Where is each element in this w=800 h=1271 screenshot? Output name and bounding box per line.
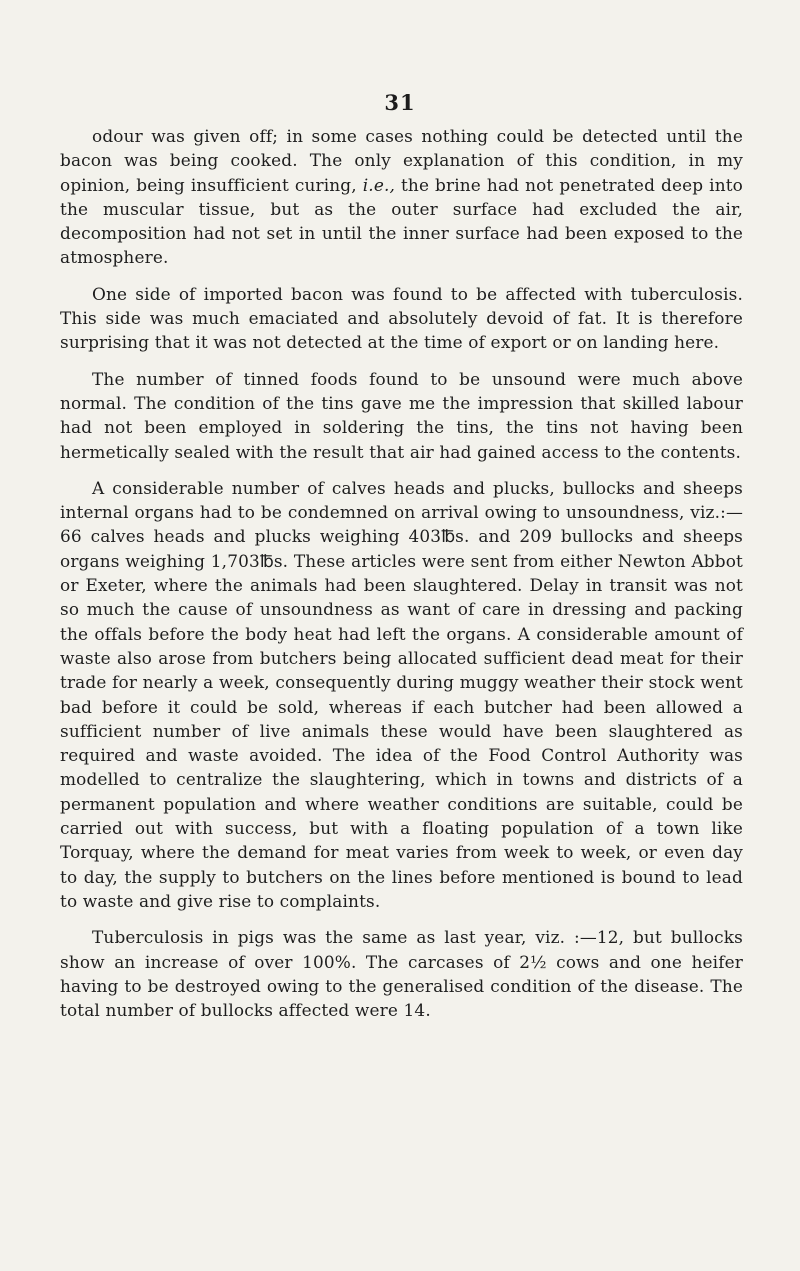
paragraph-bacon-curing (60, 124, 743, 270)
paragraph-text: the brine had not penetrated deep into the muscular tissue, but as the outer surface had excluded the air, decomposition had not set in until the inner surface had been exposed to the atmosphere. (60, 174, 743, 268)
paragraph-text: odour was given off; in some cases nothing could be detected until the bacon was being cooked. The only explanation of this condition, in my opinion, being insufficient curing, (60, 126, 743, 195)
paragraph-tinned-foods: The number of tinned foods found to be unsound were much above normal. The condition of the tins gave me the impression that skilled labour had not been employed in soldering the tins, the tins not having been hermetically sealed with the result that air had gained access to the contents. (60, 368, 743, 462)
paragraph-offals-condemned: A considerable number of calves heads and plucks, bullocks and sheeps internal organs had to be condemned on arrival owing to unsoundness, viz.:—66 calves heads and plucks weighing 403℔s. and 209 bullocks and sheeps organs weighing 1,703℔s. These articles were sent from either Newton Abbot or Exeter, where the animals had been slaughtered. Delay in transit was not so much the cause of unsoundness as want of care in dressing and packing the offals before the body heat had left the organs. A considerable amount of waste also arose from butchers being allocated sufficient dead meat for their trade for nearly a week, consequently during muggy weather their stock went bad before it could be sold, whereas if each butcher had been allowed a sufficient number of live animals these would have been slaughtered as required and waste avoided. The idea of the Food Control Authority was modelled to centralize the slaughtering, which in towns and districts of a permanent population and where weather conditions are suitable, could be carried out with success, but with a floating population of a town like Torquay, where the demand for meat varies from week to week, or even day to day, the supply to butchers on the lines before mentioned is bound to lead to waste and give rise to complaints. (60, 477, 743, 911)
paragraph-tuberculosis-bacon: One side of imported bacon was found to be affected with tuberculosis. This side was much emaciated and absolutely devoid of fat. It is therefore surprising that it was not detected at the time of export or on landing here. (60, 283, 743, 353)
page-number: 31 (384, 90, 416, 115)
body-text (60, 124, 743, 1022)
paragraph-tuberculosis-pigs: Tuberculosis in pigs was the same as last year, viz. :—12, but bullocks show an increase of over 100%. The carcases of 2½ cows and one heifer having to be destroyed owing to the generalised condition of the disease. The total number of bullocks affected were 14. (60, 927, 743, 1021)
italic-abbreviation: i.e., (362, 174, 396, 195)
